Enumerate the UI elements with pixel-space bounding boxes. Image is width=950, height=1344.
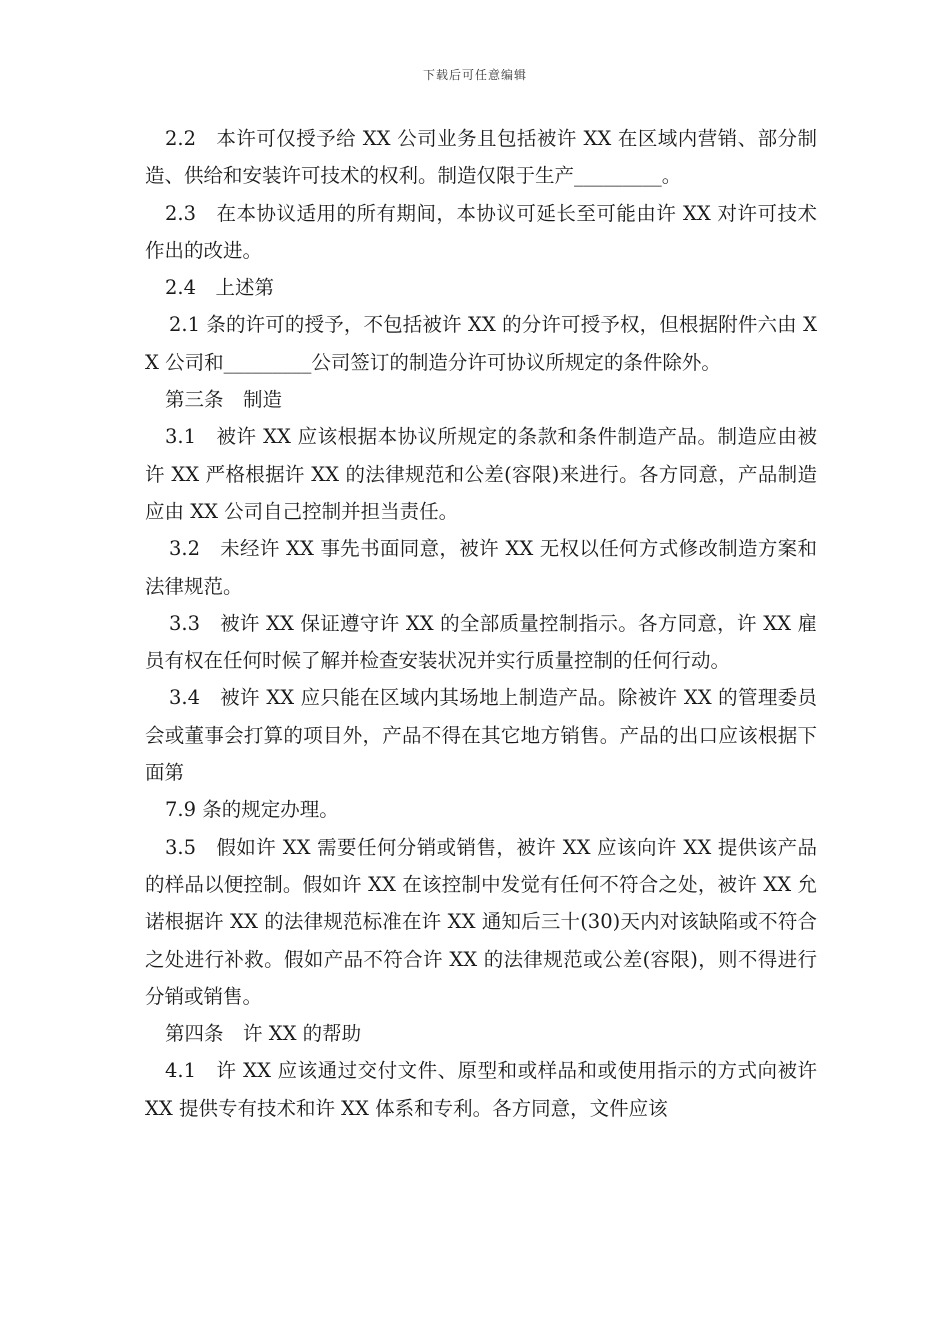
clause-3-2: 3.2 未经许 XX 事先书面同意，被许 XX 无权以任何方式修改制造方案和法律规范。	[145, 537, 817, 598]
clause-2-3: 2.3 在本协议适用的所有期间，本协议可延长至可能由许 XX 对许可技术作出的改进。	[145, 201, 817, 262]
clause-3-4: 3.4 被许 XX 应只能在区域内其场地上制造产品。除被许 XX 的管理委员会或董事会打算的项目外，产品不得在其它地方销售。产品的出口应该根据下面第	[145, 686, 817, 785]
article-4-heading: 第四条 许 XX 的帮助	[165, 1022, 362, 1046]
document-body	[145, 120, 817, 1127]
clause-3-3: 3.3 被许 XX 保证遵守许 XX 的全部质量控制指示。各方同意，许 XX 雇员有权在任何时候了解并检查安装状况并实行质量控制的任何行动。	[145, 611, 817, 673]
article-3-heading: 第三条 制造	[165, 388, 283, 412]
clause-2-2: 2.2 本许可仅授予给 XX 公司业务且包括被许 XX 在区域内营销、部分制造、供给和安装许可技术的权利。制造仅限于生产_________。	[145, 127, 817, 188]
clause-3-5: 3.5 假如许 XX 需要任何分销或销售，被许 XX 应该向许 XX 提供该产品的样品以便控制。假如许 XX 在该控制中发觉有任何不符合之处，被许 XX 允诺根据许 XX 的法律规范标准在许 XX 通知后三十(30)天内对该缺陷或不符合之处进行补救。假如产品不符合许 XX 的法律规范或公差(容限)，则不得进行分销或销售。	[145, 835, 817, 1008]
clause-2-4-continued: 2.1 条的许可的授予，不包括被许 XX 的分许可授予权，但根据附件六由 XX 公司和_________公司签订的制造分许可协议所规定的条件除外。	[145, 313, 817, 374]
clause-2-4: 2.4 上述第	[165, 276, 275, 300]
clause-4-1: 4.1 许 XX 应该通过交付文件、原型和或样品和或使用指示的方式向被许 XX 提供专有技术和许 XX 体系和专利。各方同意，文件应该	[145, 1059, 817, 1120]
clause-3-1: 3.1 被许 XX 应该根据本协议所规定的条款和条件制造产品。制造应由被许 XX 严格根据许 XX 的法律规范和公差(容限)来进行。各方同意，产品制造应由 XX 公司自己控制并担当责任。	[145, 425, 817, 523]
clause-3-4-continued: 7.9 条的规定办理。	[165, 798, 339, 822]
page-header: 下载后可任意编辑	[422, 68, 527, 82]
